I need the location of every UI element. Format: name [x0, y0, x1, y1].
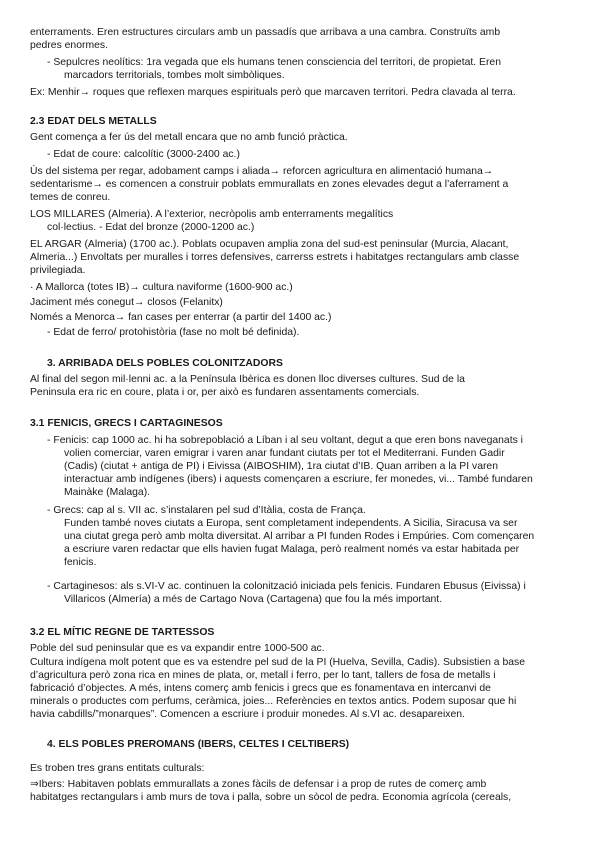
- text-line: volien comerciar, varen emigrar i varen anar fundant ciutats per tot el Mediterrani. Funden Gadir: [64, 448, 505, 459]
- text-line: Almeria...) Envoltats per muralles i torres defensives, carrerss estrets i habitatges rectangulars amb classe: [30, 252, 520, 263]
- section-heading: 2.3 EDAT DELS METALLS: [30, 116, 157, 127]
- section-heading: 3. ARRIBADA DELS POBLES COLONITZADORS: [47, 358, 283, 369]
- text-line: - Fenicis: cap 1000 ac. hi ha sobrepoblació a Líban i al seu voltant, degut a que eren bons naveganats i: [47, 435, 523, 446]
- text-line: sedentarisme→ es comencen a construir poblats emmurallats en zones elevades degut a l’aferrament a: [30, 179, 509, 190]
- text-line: enterraments. Eren estructures circulars amb un passadís que arribava a una cambra. Construïts amb: [30, 27, 501, 38]
- text-line: - Sepulcres neolítics: 1ra vegada que els humans tenen consciencia del territori, de propietat. Eren: [47, 57, 501, 68]
- text-line: Al final del segon mil·lenni ac. a la Península Ibèrica es donen lloc diverses cultures. Sud de la: [30, 374, 465, 385]
- text-line: pedres enormes.: [30, 40, 108, 51]
- text-line: ⇒Ibers: Habitaven poblats emmurallats a zones fàcils de defensar i a prop de rutes de comerç amb: [30, 779, 487, 790]
- text-line: col·lectius. - Edat del bronze (2000-1200 ac.): [47, 222, 255, 233]
- text-line: a escriure varen redactar que ells havien fugat Malaga, però realment només va estar habitada per: [64, 544, 520, 555]
- text-line: Es troben tres grans entitats culturals:: [30, 763, 205, 774]
- text-line: - Cartaginesos: als s.VI-V ac. continuen la colonització iniciada pels fenicis. Fundaren Ebusus (Eivissa) i: [47, 581, 526, 592]
- section-heading: 3.2 EL MÍTIC REGNE DE TARTESSOS: [30, 627, 215, 638]
- text-line: (Cadis) (ciutat + antiga de PI) i Eivissa (AIBOSHIM), 1ra ciutat d’IB. Quan arriben a la PI varen: [64, 461, 498, 472]
- text-line: EL ARGAR (Almeria) (1700 ac.). Poblats ocupaven amplia zona del sud-est peninsular (Murcia, Alacant,: [30, 239, 509, 250]
- text-line: privilegiada.: [30, 265, 86, 276]
- text-line: d’agricultura però zona rica en mines de plata, or, metall i ferro, per lo tant, tallers de fosa de metalls i: [30, 670, 496, 681]
- text-line: havia cabdills/”monarques”. Comencen a escriure i produir monedes. Al s.VI ac. desapareixen.: [30, 709, 465, 720]
- text-line: - Edat de coure: calcolític (3000-2400 ac.): [47, 149, 240, 160]
- text-line: Mainàke (Malaga).: [64, 487, 151, 498]
- text-line: Ex: Menhir→ roques que reflexen marques espirituals però que marcaven territori. Pedra clavada al terra.: [30, 87, 516, 98]
- section-heading: 3.1 FENICIS, GRECS I CARTAGINESOS: [30, 418, 223, 429]
- text-line: - Grecs: cap al s. VII ac. s’instalaren pel sud d’Itàlia, costa de França.: [47, 505, 366, 516]
- text-line: LOS MILLARES (Almeria). A l’exterior, necròpolis amb enterraments megalítics: [30, 209, 394, 220]
- text-line: Poble del sud peninsular que es va expandir entre 1000-500 ac.: [30, 643, 325, 654]
- text-line: una ciutat grega però amb molta diversitat. Al arribar a PI funden Rodes i Empúries. Com començaren: [64, 531, 535, 542]
- text-line: · A Mallorca (totes IB)→ cultura naviforme (1600-900 ac.): [30, 282, 293, 293]
- text-line: Ús del sistema per regar, adobament camps i aliada→ reforcen agricultura en alimentació humana→: [30, 166, 494, 177]
- text-line: Gent comença a fer ús del metall encara que no amb funció pràctica.: [30, 132, 348, 143]
- text-line: temes de conreu.: [30, 192, 111, 203]
- text-line: fabricació d’objectes. A més, intens comerç amb fenicis i grecs que es fonamentava en intercanvi de: [30, 683, 491, 694]
- text-line: habitatges rectangulars i amb murs de tova i palla, sobre un sòcol de pedra. Economia agrícola (cereals,: [30, 792, 512, 803]
- text-line: Villaricos (Almería) a més de Cartago Nova (Cartagena) que fou la més important.: [64, 594, 443, 605]
- text-line: Cultura indígena molt potent que es va estendre pel sud de la PI (Huelva, Sevilla, Cadis). Subsistien a base: [30, 657, 525, 668]
- text-line: minerals o productes com perfums, ceràmica, joies... Referències en textos antics. Podem suposar que hi: [30, 696, 517, 707]
- section-heading: 4. ELS POBLES PREROMANS (IBERS, CELTES I CELTIBERS): [47, 739, 350, 750]
- text-line: - Edat de ferro/ protohistòria (fase no molt bé definida).: [47, 327, 300, 338]
- text-line: marcadors territorials, tombes molt simbòliques.: [64, 70, 285, 81]
- text-line: fenicis.: [64, 557, 97, 568]
- text-line: Funden també noves ciutats a Europa, sent completament independents. A Sicilia, Siracusa va ser: [64, 518, 518, 529]
- text-line: Només a Menorca→ fan cases per enterrar (a partir del 1400 ac.): [30, 312, 332, 323]
- text-line: interactuar amb indígenes (ibers) i aquests començaren a escriure, fer monedes, vi... També fundaren: [64, 474, 533, 485]
- text-line: Peninsula era ric en coure, plata i or, per això es fundaren assentaments comercials.: [30, 387, 420, 398]
- text-line: Jaciment més conegut→ closos (Felanitx): [30, 297, 223, 308]
